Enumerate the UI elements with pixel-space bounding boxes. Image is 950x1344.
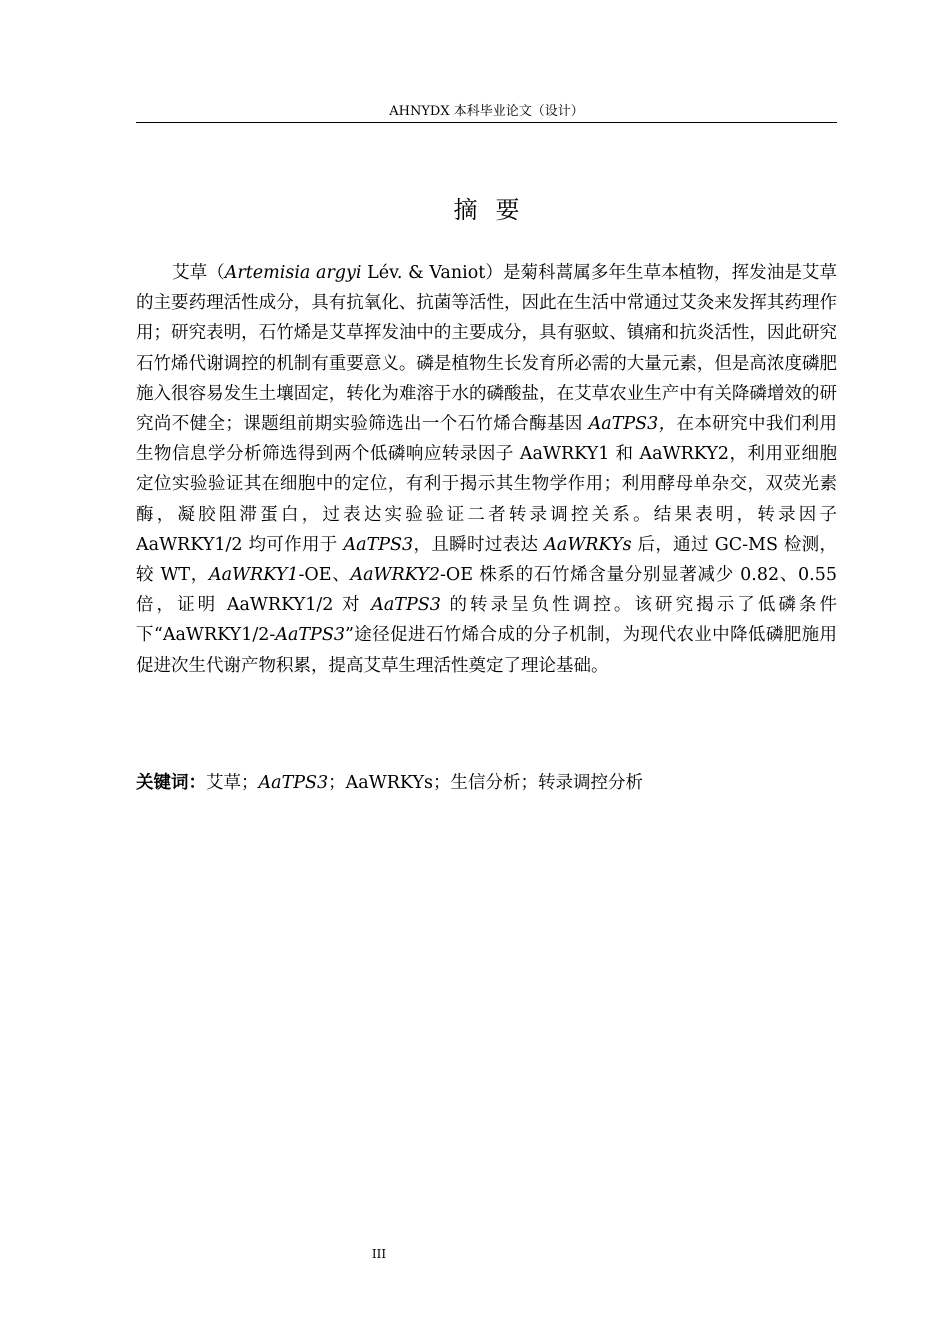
page-number: III (371, 1247, 387, 1261)
page-title: 摘要 (453, 196, 538, 224)
gene-name: AaTPS3 (371, 595, 441, 616)
gene-name: AaWRKY2 (350, 565, 440, 586)
running-header: AHNYDX 本科毕业论文（设计） (389, 104, 584, 119)
gene-name: AaTPS3， (588, 414, 677, 435)
abstract-text: ，且瞬时过表达 (413, 534, 545, 555)
abstract-text: 后，通过 GC-MS 检测，较 WT， (136, 534, 837, 586)
abstract-text: 的转录呈负性调控。该研究揭示了低磷条件下“AaWRKY1/2- (136, 595, 837, 646)
header-rule (136, 122, 837, 123)
keyword: ；AaWRKYs；生信分析；转录调控分析 (328, 773, 644, 793)
keyword: 艾草； (206, 773, 259, 793)
keyword-gene: AaTPS3 (258, 773, 329, 793)
abstract-text: ”途径促进石竹烯合成的分子机制，为现代农业中降低磷肥施用促进次生代谢产物积累，提高艾草生理活性奠定了理论基础。 (136, 625, 837, 676)
abstract-text: Lév. & Vaniot）是菊科蒿属多年生草本植物，挥发油是艾草的主要药理活性成分，具有抗氧化、抗菌等活性，因此在生活中常通过艾灸来发挥其药理作用；研究表明，石竹烯是艾草挥发油中的主要成分，具有驱蚊、镇痛和抗炎活性，因此研究石竹烯代谢调控的机制有重要意义。磷是植物生长发育所必需的大量元素，但是高浓度磷肥施入很容易发生土壤固定，转化为难溶于水的磷酸盐，在艾草农业生产中有关降磷增效的研究尚不健全；课题组前期实验筛选出一个石竹烯合酶基因 (136, 263, 837, 435)
abstract-text: 艾草（ (172, 263, 225, 283)
keywords-line (136, 768, 837, 798)
abstract-text: 在本研究中我们利用生物信息学分析筛选得到两个低磷响应转录因子 AaWRKY1 和 AaWRKY2，利用亚细胞定位实验验证其在细胞中的定位，有利于揭示其生物学作用；利用酵母单杂交，双荧光素酶，凝胶阻滞蛋白，过表达实验验证二者转录调控关系。结果表明，转录因子 AaWRKY1/2 均可作用于 (136, 414, 837, 555)
gene-name: AaTPS3 (275, 625, 345, 646)
abstract-text: -OE 株系的石竹烯含量分别显著减少 0.82、0.55 倍，证明 AaWRKY1/2 对 (136, 565, 837, 616)
gene-name: AaWRKY1 (208, 565, 299, 586)
abstract-text: -OE、 (298, 565, 351, 586)
gene-name: AaTPS3 (343, 534, 414, 555)
species-name: Artemisia argyi (224, 263, 362, 283)
abstract-paragraph (136, 258, 837, 681)
keywords-label: 关键词： (136, 773, 206, 793)
gene-name: AaWRKYs (544, 534, 632, 555)
